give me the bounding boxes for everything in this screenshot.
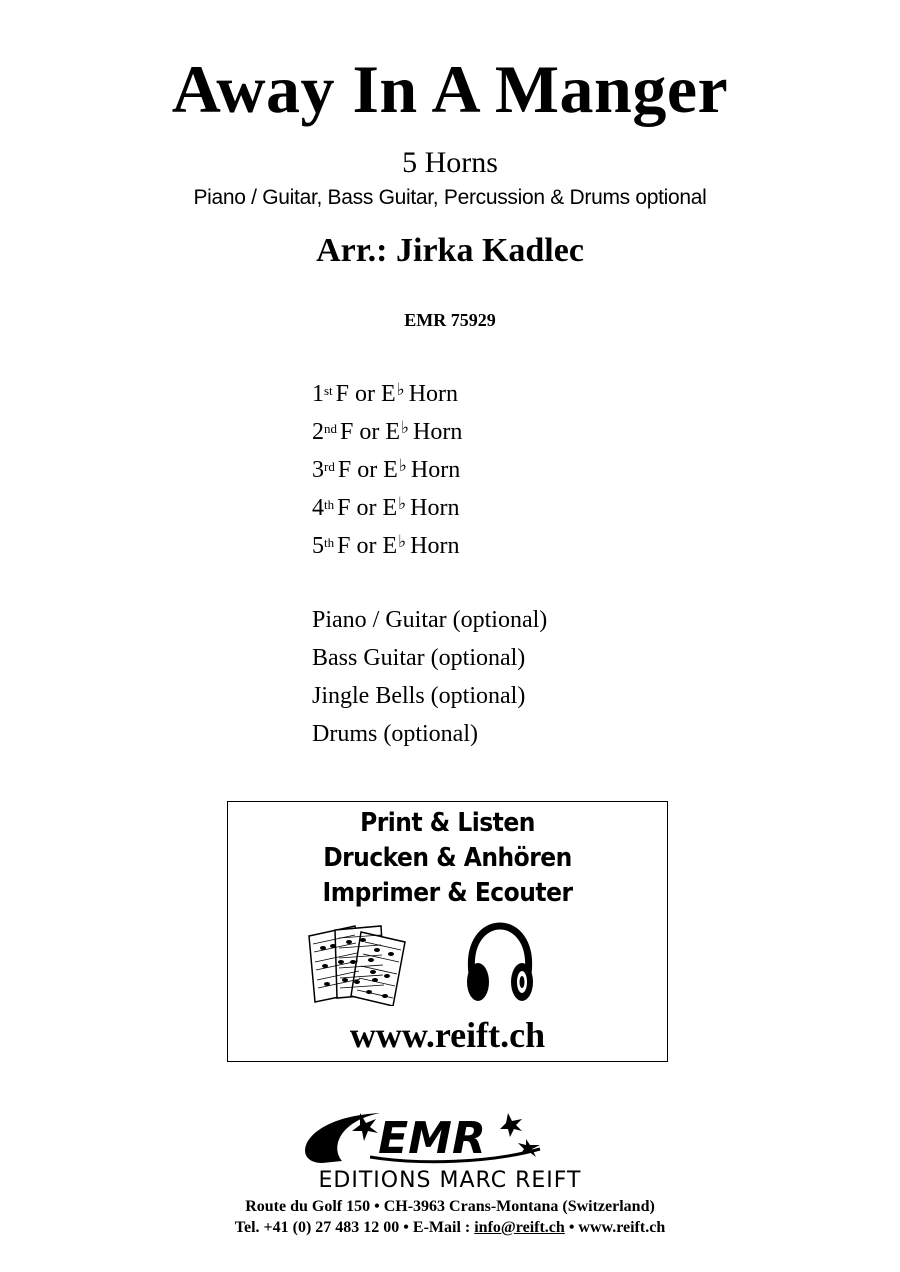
instrumentation-line: Piano / Guitar, Bass Guitar, Percussion & Drums optional [193,186,707,209]
print-listen-box [227,801,668,1062]
horn-part: 3rd F or E♭ Horn [312,456,461,483]
optional-part: Jingle Bells (optional) [312,683,526,709]
arranger: Arr.: Jirka Kadlec [316,232,584,269]
promo-website-link[interactable]: www.reift.ch [349,1015,546,1055]
horn-parts-list [312,375,462,565]
optional-part: Bass Guitar (optional) [312,645,526,671]
svg-text:EMR: EMR [378,1113,486,1164]
horn-part: 5th F or E♭ Horn [312,532,460,559]
sheet-music-icon [301,922,413,1006]
publisher-contact: Tel. +41 (0) 27 483 12 00 • E-Mail : info@reift.ch • www.reift.ch [234,1219,666,1236]
page-title: Away In A Manger [171,51,729,127]
horn-part: 1st F or E♭ Horn [312,380,459,407]
optional-parts-list [312,601,547,753]
website-link[interactable]: • www.reift.ch [564,1219,666,1236]
horn-part: 4th F or E♭ Horn [312,494,460,521]
promo-line-german: Drucken & Anhören [323,843,572,873]
publisher-address: Route du Golf 150 • CH-3963 Crans-Montana (Switzerland) [245,1198,655,1215]
headphones-icon [464,922,536,1006]
catalog-number: EMR 75929 [404,310,496,330]
promo-line-french: Imprimer & Ecouter [322,878,573,908]
optional-part: Piano / Guitar (optional) [312,607,548,633]
email-link[interactable]: info@reift.ch [474,1219,565,1236]
publisher-name: EDITIONS MARC REIFT [318,1168,582,1193]
optional-part: Drums (optional) [312,721,478,747]
promo-line-english: Print & Listen [360,808,535,838]
horn-part: 2nd F or E♭ Horn [312,418,463,445]
subtitle: 5 Horns [402,146,498,179]
emr-logo [250,1105,650,1165]
